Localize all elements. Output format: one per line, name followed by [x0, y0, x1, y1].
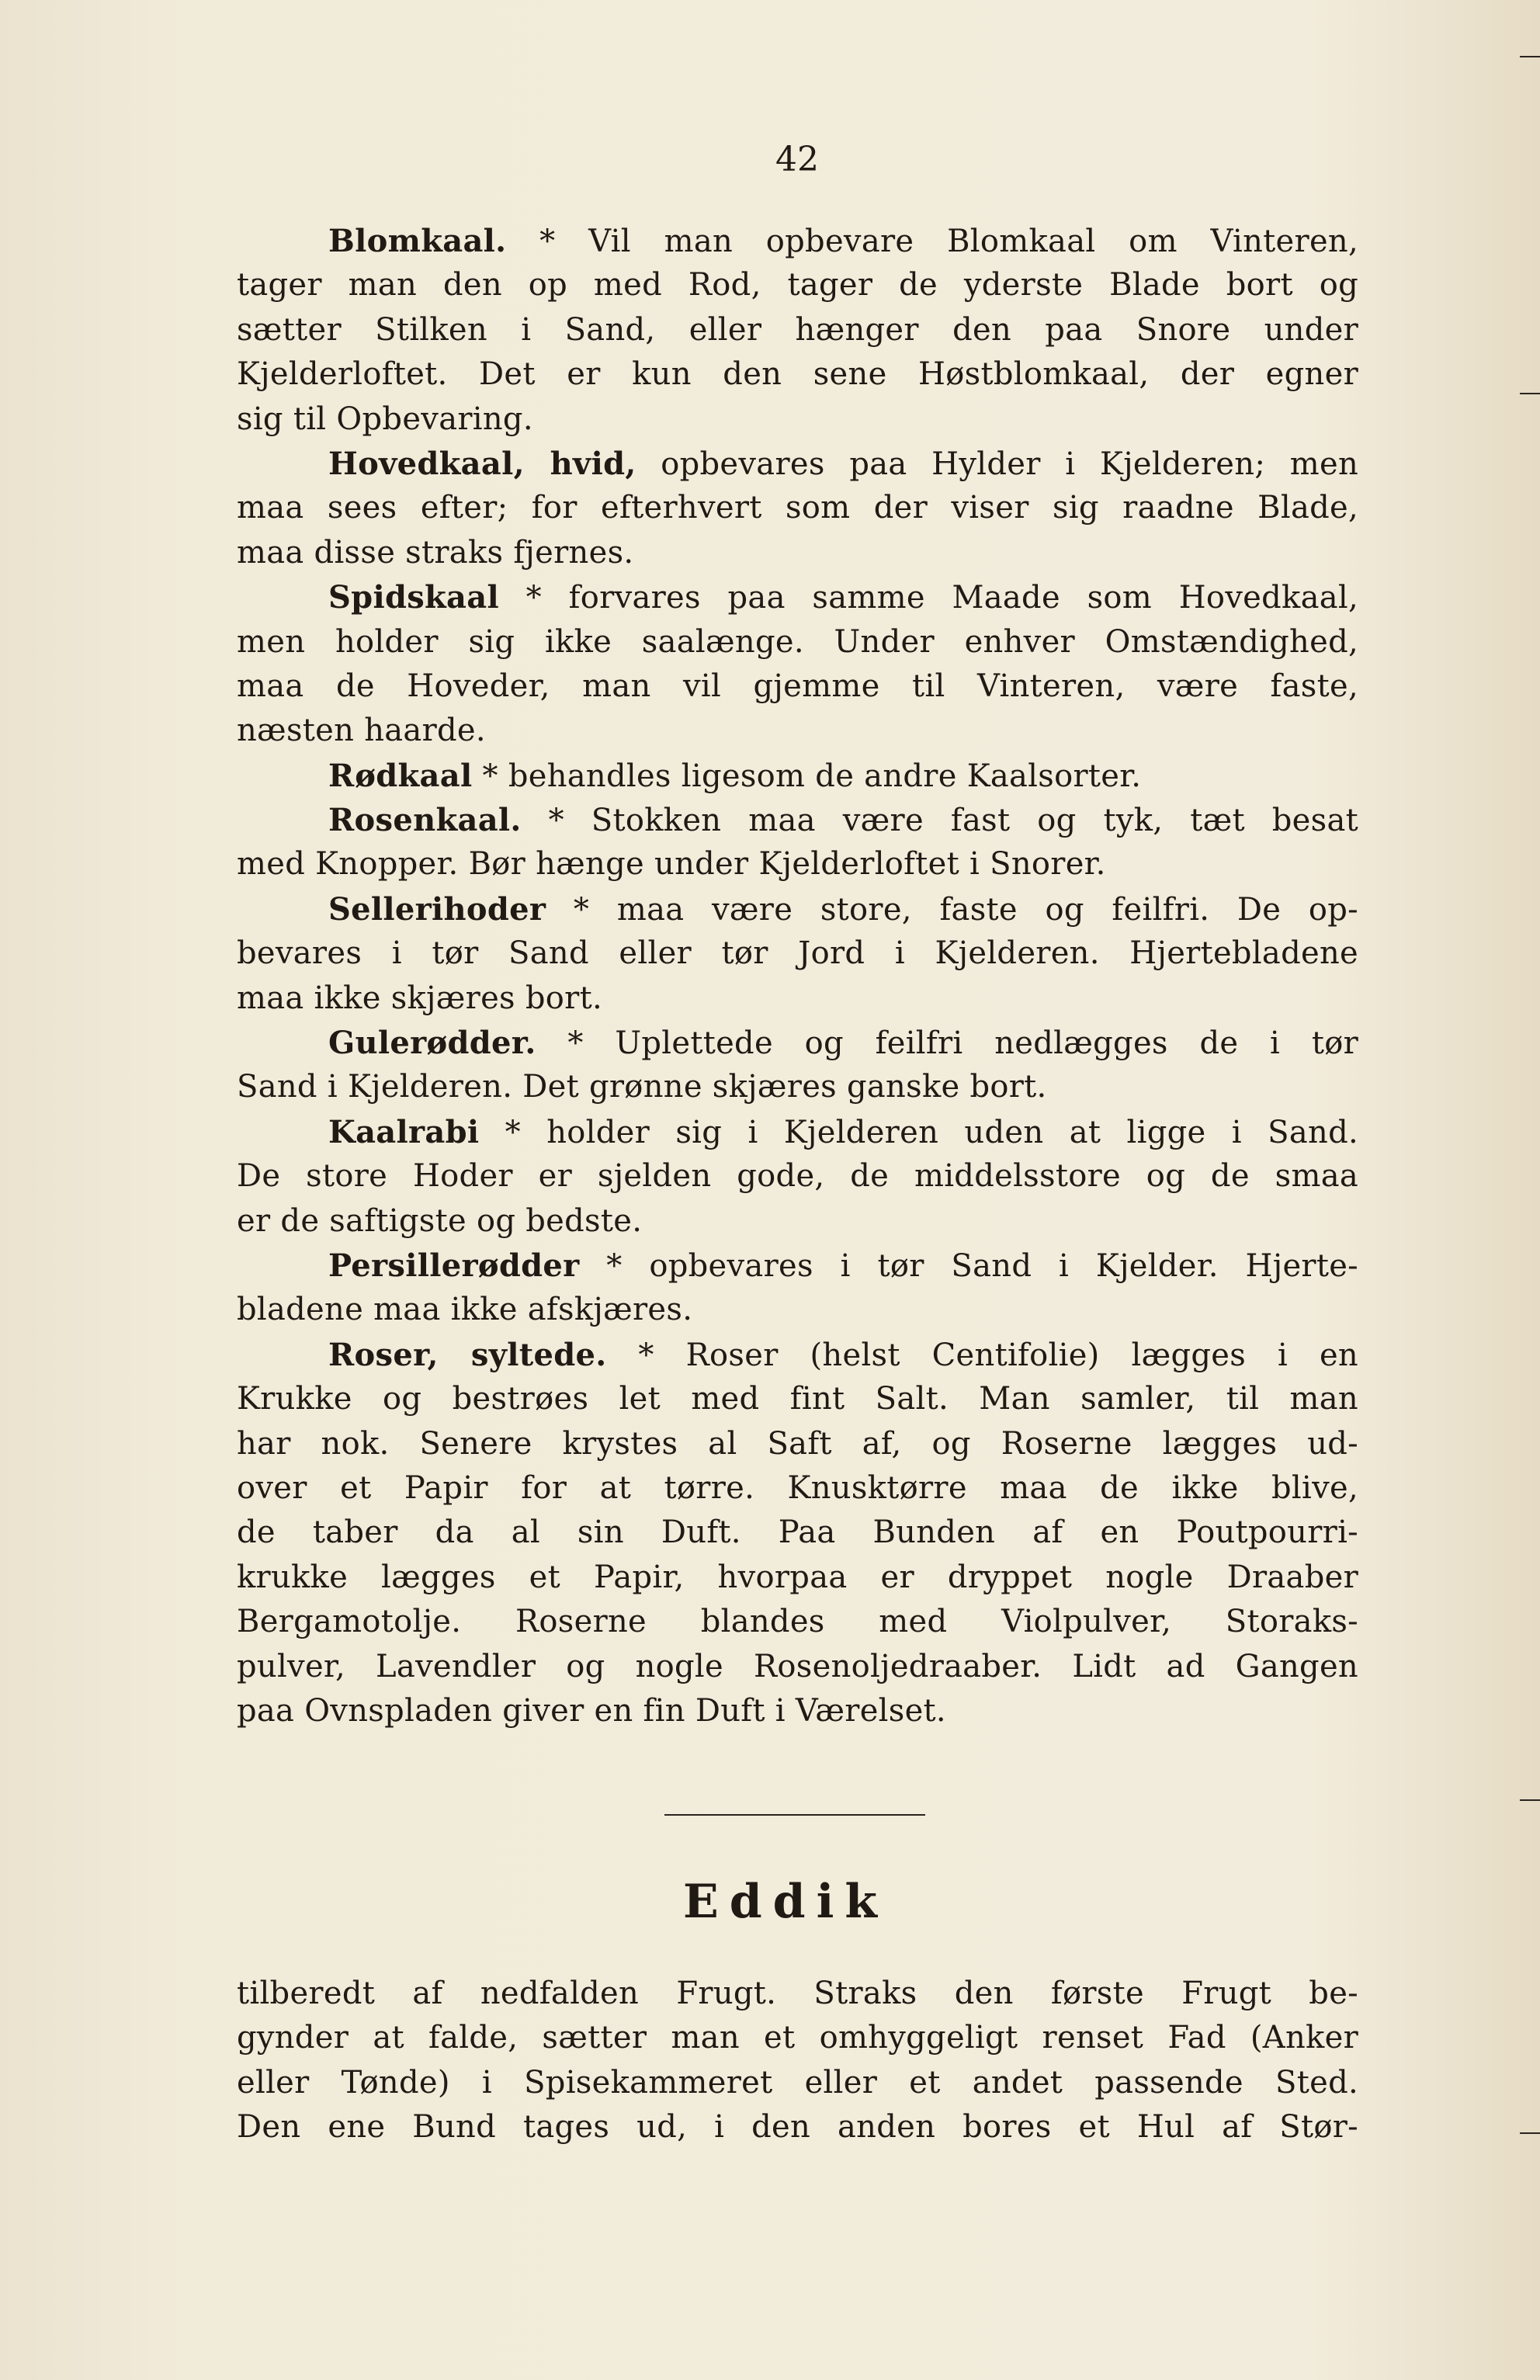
entry-headword: Blomkaal. — [328, 223, 507, 259]
line-text: * forvares paa samme Maade som Hovedkaal, — [499, 580, 1358, 616]
line-text: bladene maa ikke afskjæres. — [237, 1292, 693, 1328]
line-text: tager man den op med Rod, tager de yderste Blade bort og — [237, 267, 1358, 304]
text-line — [237, 842, 1358, 886]
text-line — [237, 709, 1358, 753]
line-text: * Stokken maa være fast og tyk, tæt besat — [521, 803, 1358, 839]
line-text: har nok. Senere krystes al Saft af, og Roserne lægges ud- — [237, 1425, 1358, 1462]
margin-mark — [1520, 56, 1540, 57]
text-line — [237, 1645, 1358, 1689]
entry-headword: Hovedkaal, hvid, — [328, 445, 636, 482]
line-text: * behandles ligesom de andre Kaalsorter. — [472, 758, 1142, 794]
line-text: bevares i tør Sand eller tør Jord i Kjelderen. Hjertebladene — [237, 935, 1358, 972]
text-line — [237, 754, 1358, 798]
line-text: * Roser (helst Centifolie) lægges i en — [606, 1337, 1358, 1373]
text-line — [237, 887, 1358, 932]
text-line — [237, 1466, 1358, 1511]
text-line — [237, 2016, 1358, 2060]
line-text: * opbevares i tør Sand i Kjelder. Hjerte- — [579, 1247, 1358, 1284]
line-text: pulver, Lavendler og nogle Rosenoljedraaber. Lidt ad Gangen — [237, 1648, 1358, 1684]
text-line — [237, 308, 1358, 352]
text-line — [237, 575, 1358, 619]
text-line — [237, 1065, 1358, 1109]
text-line — [237, 219, 1358, 263]
line-text: de taber da al sin Duft. Paa Bunden af en Poutpourri- — [237, 1514, 1358, 1551]
text-line — [237, 664, 1358, 709]
line-text: med Knopper. Bør hænge under Kjelderloftet i Snorer. — [237, 846, 1106, 883]
text-line — [237, 2061, 1358, 2105]
text-line — [237, 798, 1358, 842]
text-line — [237, 1511, 1358, 1555]
line-text: * maa være store, faste og feilfri. De op- — [546, 891, 1358, 928]
section-title: Eddik — [682, 1875, 888, 1929]
text-line — [237, 1021, 1358, 1065]
main-text-block — [237, 219, 1358, 1733]
line-text: krukke lægges et Papir, hvorpaa er dryppet nogle Draaber — [237, 1559, 1358, 1595]
line-text: Bergamotolje. Roserne blandes med Violpulver, Storaks- — [237, 1604, 1358, 1640]
text-line — [237, 486, 1358, 530]
line-text: maa disse straks fjernes. — [237, 534, 634, 571]
text-line — [237, 1600, 1358, 1644]
line-text: men holder sig ikke saalænge. Under enhver Omstændighed, — [237, 623, 1358, 660]
text-line — [237, 1333, 1358, 1377]
text-line — [237, 442, 1358, 486]
line-text: De store Hoder er sjelden gode, de middelsstore og de smaa — [237, 1158, 1358, 1195]
entry-headword: Roser, syltede. — [328, 1336, 607, 1373]
page-number: 42 — [775, 140, 819, 179]
text-line — [237, 1199, 1358, 1244]
line-text: * holder sig i Kjelderen uden at ligge i Sand. — [479, 1114, 1358, 1150]
text-line — [237, 531, 1358, 575]
text-line — [237, 1288, 1358, 1332]
line-text: opbevares paa Hylder i Kjelderen; men — [636, 446, 1359, 482]
text-line — [237, 1972, 1358, 2016]
margin-mark — [1520, 393, 1540, 394]
text-line — [237, 263, 1358, 307]
line-text: over et Papir for at tørre. Knusktørre maa de ikke blive, — [237, 1469, 1358, 1506]
text-line — [237, 352, 1358, 397]
text-line — [237, 1377, 1358, 1421]
line-text: Krukke og bestrøes let med fint Salt. Man samler, til man — [237, 1381, 1358, 1417]
line-text: næsten haarde. — [237, 713, 486, 749]
line-text: maa sees efter; for efterhvert som der viser sig raadne Blade, — [237, 490, 1358, 526]
text-line — [237, 620, 1358, 664]
line-text: eller Tønde) i Spisekammeret eller et andet passende Sted. — [237, 2064, 1358, 2101]
text-line — [237, 1154, 1358, 1199]
entry-headword: Persillerødder — [328, 1247, 580, 1284]
text-line — [237, 2105, 1358, 2149]
line-text: Sand i Kjelderen. Det grønne skjæres ganske bort. — [237, 1069, 1047, 1105]
text-line — [237, 397, 1358, 442]
margin-mark — [1520, 1799, 1540, 1801]
entry-headword: Kaalrabi — [328, 1113, 480, 1150]
text-line — [237, 1244, 1358, 1288]
text-line — [237, 932, 1358, 976]
entry-headword: Spidskaal — [328, 579, 499, 616]
section-text-block — [237, 1972, 1358, 2150]
line-text: maa de Hoveder, man vil gjemme til Vinteren, være faste, — [237, 668, 1358, 704]
line-text: maa ikke skjæres bort. — [237, 980, 602, 1016]
entry-headword: Sellerihoder — [328, 890, 546, 928]
line-text: tilberedt af nedfalden Frugt. Straks den første Frugt be- — [237, 1976, 1358, 2011]
line-text: Den ene Bund tages ud, i den anden bores et Hul af Stør- — [237, 2109, 1358, 2146]
text-line — [237, 977, 1358, 1021]
line-text: gynder at falde, sætter man et omhyggeligt renset Fad (Anker — [237, 2020, 1358, 2056]
section-divider — [664, 1814, 925, 1816]
entry-headword: Rødkaal — [328, 757, 473, 794]
text-line — [237, 1689, 1358, 1733]
text-line — [237, 1556, 1358, 1600]
line-text: * Vil man opbevare Blomkaal om Vinteren, — [506, 224, 1358, 259]
line-text: * Uplettede og feilfri nedlægges de i tør — [536, 1025, 1358, 1062]
entry-headword: Rosenkaal. — [328, 802, 522, 839]
line-text: er de saftigste og bedste. — [237, 1202, 643, 1239]
margin-mark — [1520, 2132, 1540, 2134]
line-text: Kjelderloftet. Det er kun den sene Høstblomkaal, der egner — [237, 356, 1358, 393]
text-line — [237, 1110, 1358, 1154]
entry-headword: Gulerødder. — [328, 1025, 536, 1062]
text-line — [237, 1422, 1358, 1466]
line-text: sig til Opbevaring. — [237, 401, 533, 437]
line-text: paa Ovnspladen giver en fin Duft i Værelset. — [237, 1692, 946, 1729]
line-text: sætter Stilken i Sand, eller hænger den paa Snore under — [237, 311, 1358, 348]
